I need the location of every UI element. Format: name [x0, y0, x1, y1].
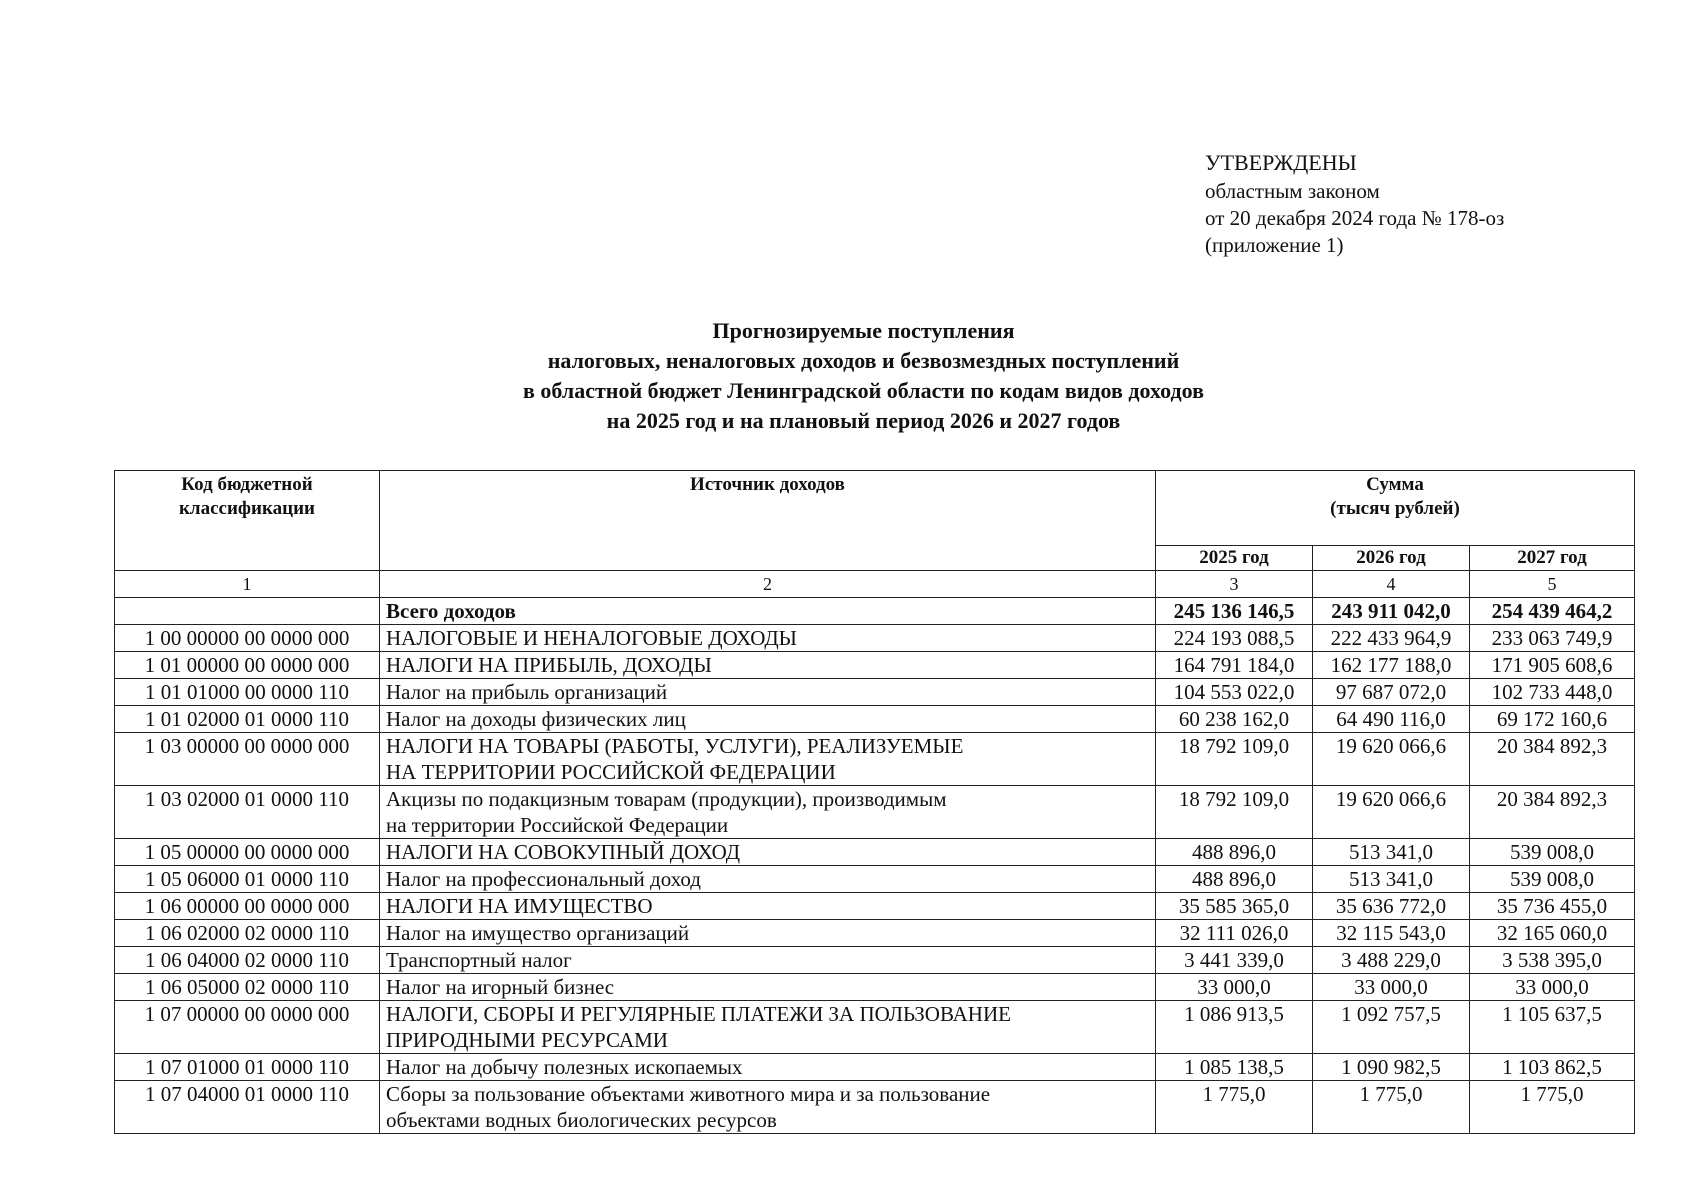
document-title	[0, 316, 1697, 436]
row-name: НАЛОГИ НА ИМУЩЕСТВО	[380, 893, 1156, 920]
row-value-2025: 104 553 022,0	[1156, 679, 1313, 706]
approval-line-1: областным законом	[1205, 179, 1380, 203]
row-value-2025: 32 111 026,0	[1156, 920, 1313, 947]
column-number: 2	[380, 571, 1156, 598]
header-sum-line-1: Сумма	[1366, 474, 1424, 495]
row-value-2027: 102 733 448,0	[1470, 679, 1635, 706]
row-value-2026: 3 488 229,0	[1313, 947, 1470, 974]
header-code: Код бюджетной классификации	[115, 471, 380, 571]
row-value-2027: 33 000,0	[1470, 974, 1635, 1001]
row-value-2027: 171 905 608,6	[1470, 652, 1635, 679]
table-row	[115, 866, 1635, 893]
header-sum	[1156, 471, 1635, 546]
table-row	[115, 733, 1635, 786]
row-code: 1 05 06000 01 0000 110	[115, 866, 380, 893]
row-value-2026: 32 115 543,0	[1313, 920, 1470, 947]
row-value-2026: 97 687 072,0	[1313, 679, 1470, 706]
title-line-3: в областной бюджет Ленинградской области по кодам видов доходов	[523, 378, 1204, 403]
row-code: 1 06 05000 02 0000 110	[115, 974, 380, 1001]
row-code: 1 03 00000 00 0000 000	[115, 733, 380, 786]
row-name: НАЛОГОВЫЕ И НЕНАЛОГОВЫЕ ДОХОДЫ	[380, 625, 1156, 652]
row-value-2026: 64 490 116,0	[1313, 706, 1470, 733]
row-code: 1 06 04000 02 0000 110	[115, 947, 380, 974]
row-name-line-2: объектами водных биологических ресурсов	[386, 1108, 777, 1132]
row-name	[380, 1081, 1156, 1134]
table-row	[115, 974, 1635, 1001]
row-name: Всего доходов	[380, 598, 1156, 625]
row-value-2027: 35 736 455,0	[1470, 893, 1635, 920]
header-year-2027: 2027 год	[1470, 546, 1635, 571]
approval-stamp	[1205, 148, 1504, 259]
row-value-2027: 3 538 395,0	[1470, 947, 1635, 974]
table-row	[115, 839, 1635, 866]
row-name: НАЛОГИ НА ПРИБЫЛЬ, ДОХОДЫ	[380, 652, 1156, 679]
row-value-2026: 222 433 964,9	[1313, 625, 1470, 652]
table-row	[115, 1054, 1635, 1081]
row-value-2025: 488 896,0	[1156, 839, 1313, 866]
table-row	[115, 706, 1635, 733]
column-number: 3	[1156, 571, 1313, 598]
header-year-2025: 2025 год	[1156, 546, 1313, 571]
row-name-line-1: Сборы за пользование объектами животного мира и за пользование	[386, 1082, 991, 1106]
row-code: 1 01 00000 00 0000 000	[115, 652, 380, 679]
row-value-2025: 3 441 339,0	[1156, 947, 1313, 974]
row-name-line-2: НА ТЕРРИТОРИИ РОССИЙСКОЙ ФЕДЕРАЦИИ	[386, 760, 836, 784]
row-name: НАЛОГИ НА СОВОКУПНЫЙ ДОХОД	[380, 839, 1156, 866]
row-value-2027: 539 008,0	[1470, 866, 1635, 893]
row-value-2027: 69 172 160,6	[1470, 706, 1635, 733]
row-value-2025: 18 792 109,0	[1156, 786, 1313, 839]
row-value-2026: 1 092 757,5	[1313, 1001, 1470, 1054]
table-row	[115, 652, 1635, 679]
column-number: 1	[115, 571, 380, 598]
row-value-2027: 539 008,0	[1470, 839, 1635, 866]
row-value-2025: 488 896,0	[1156, 866, 1313, 893]
row-value-2027: 1 103 862,5	[1470, 1054, 1635, 1081]
row-value-2025: 60 238 162,0	[1156, 706, 1313, 733]
row-name-line-2: ПРИРОДНЫМИ РЕСУРСАМИ	[386, 1028, 668, 1052]
row-value-2026: 19 620 066,6	[1313, 786, 1470, 839]
row-value-2025: 1 085 138,5	[1156, 1054, 1313, 1081]
row-name: Налог на игорный бизнес	[380, 974, 1156, 1001]
row-name: Транспортный налог	[380, 947, 1156, 974]
row-value-2027: 32 165 060,0	[1470, 920, 1635, 947]
row-value-2025: 33 000,0	[1156, 974, 1313, 1001]
title-line-2: налоговых, неналоговых доходов и безвозмездных поступлений	[547, 348, 1180, 373]
row-value-2026: 19 620 066,6	[1313, 733, 1470, 786]
row-value-2027: 20 384 892,3	[1470, 733, 1635, 786]
table-row	[115, 1001, 1635, 1054]
row-value-2025: 164 791 184,0	[1156, 652, 1313, 679]
header-source: Источник доходов	[380, 471, 1156, 571]
row-value-2027: 1 105 637,5	[1470, 1001, 1635, 1054]
row-name: Налог на прибыль организаций	[380, 679, 1156, 706]
row-code	[115, 598, 380, 625]
row-value-2027: 254 439 464,2	[1470, 598, 1635, 625]
row-code: 1 03 02000 01 0000 110	[115, 786, 380, 839]
table-row	[115, 786, 1635, 839]
header-sum-line-2: (тысяч рублей)	[1330, 498, 1460, 519]
row-value-2026: 513 341,0	[1313, 866, 1470, 893]
row-name	[380, 733, 1156, 786]
title-line-4: на 2025 год и на плановый период 2026 и 2027 годов	[606, 408, 1121, 433]
row-value-2026: 33 000,0	[1313, 974, 1470, 1001]
row-code: 1 07 04000 01 0000 110	[115, 1081, 380, 1134]
row-value-2025: 1 086 913,5	[1156, 1001, 1313, 1054]
row-value-2025: 1 775,0	[1156, 1081, 1313, 1134]
row-code: 1 06 02000 02 0000 110	[115, 920, 380, 947]
row-name-line-1: НАЛОГИ НА ТОВАРЫ (РАБОТЫ, УСЛУГИ), РЕАЛИЗУЕМЫЕ	[386, 734, 964, 758]
column-number-row	[115, 571, 1635, 598]
row-name	[380, 786, 1156, 839]
table-row	[115, 947, 1635, 974]
row-value-2025: 245 136 146,5	[1156, 598, 1313, 625]
row-name: Налог на имущество организаций	[380, 920, 1156, 947]
revenue-table	[114, 470, 1635, 1134]
row-value-2026: 243 911 042,0	[1313, 598, 1470, 625]
row-value-2027: 233 063 749,9	[1470, 625, 1635, 652]
row-name-line-1: НАЛОГИ, СБОРЫ И РЕГУЛЯРНЫЕ ПЛАТЕЖИ ЗА ПОЛЬЗОВАНИЕ	[386, 1002, 1011, 1026]
approval-heading: УТВЕРЖДЕНЫ	[1205, 150, 1357, 175]
row-value-2026: 162 177 188,0	[1313, 652, 1470, 679]
row-name-line-2: на территории Российской Федерации	[386, 813, 729, 837]
row-value-2026: 1 090 982,5	[1313, 1054, 1470, 1081]
row-value-2027: 20 384 892,3	[1470, 786, 1635, 839]
row-value-2026: 1 775,0	[1313, 1081, 1470, 1134]
row-code: 1 01 02000 01 0000 110	[115, 706, 380, 733]
title-line-1: Прогнозируемые поступления	[712, 318, 1015, 343]
table-row	[115, 679, 1635, 706]
row-name: Налог на добычу полезных ископаемых	[380, 1054, 1156, 1081]
row-code: 1 05 00000 00 0000 000	[115, 839, 380, 866]
row-name-line-1: Акцизы по подакцизным товарам (продукции), производимым	[386, 787, 947, 811]
header-year-2026: 2026 год	[1313, 546, 1470, 571]
row-value-2026: 513 341,0	[1313, 839, 1470, 866]
row-code: 1 00 00000 00 0000 000	[115, 625, 380, 652]
row-name: Налог на доходы физических лиц	[380, 706, 1156, 733]
table-row	[115, 893, 1635, 920]
row-code: 1 06 00000 00 0000 000	[115, 893, 380, 920]
row-code: 1 07 01000 01 0000 110	[115, 1054, 380, 1081]
column-number: 5	[1470, 571, 1635, 598]
row-name: Налог на профессиональный доход	[380, 866, 1156, 893]
table-row	[115, 920, 1635, 947]
table-row	[115, 1081, 1635, 1134]
approval-line-2: от 20 декабря 2024 года № 178-оз	[1205, 206, 1505, 230]
table-row	[115, 625, 1635, 652]
row-value-2025: 35 585 365,0	[1156, 893, 1313, 920]
row-value-2027: 1 775,0	[1470, 1081, 1635, 1134]
row-code: 1 01 01000 00 0000 110	[115, 679, 380, 706]
row-value-2025: 224 193 088,5	[1156, 625, 1313, 652]
table-row-total	[115, 598, 1635, 625]
column-number: 4	[1313, 571, 1470, 598]
approval-line-3: (приложение 1)	[1205, 233, 1344, 257]
row-value-2026: 35 636 772,0	[1313, 893, 1470, 920]
row-code: 1 07 00000 00 0000 000	[115, 1001, 380, 1054]
row-name	[380, 1001, 1156, 1054]
row-value-2025: 18 792 109,0	[1156, 733, 1313, 786]
